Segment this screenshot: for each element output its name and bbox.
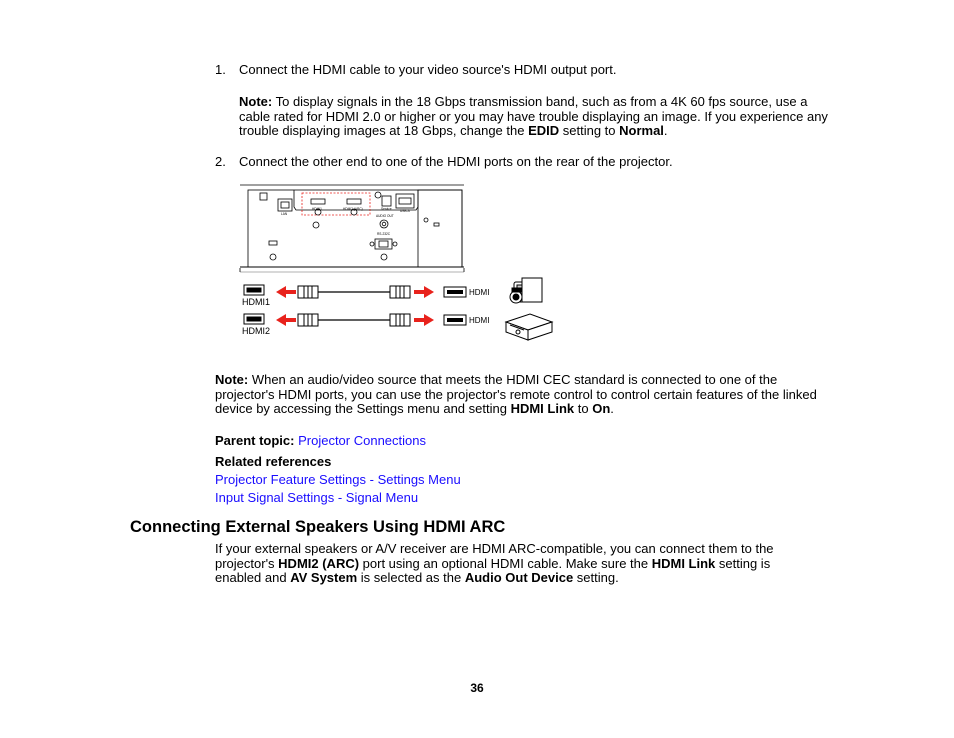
- hdmi-cable-2: [276, 314, 466, 326]
- hdmi-link-term: HDMI Link: [651, 555, 716, 571]
- section-text: port using an optional HDMI cable. Make sure the: [359, 555, 652, 571]
- section-text: setting.: [573, 570, 619, 585]
- note-label: Note:: [215, 372, 249, 387]
- hdmi2-label: HDMI2: [242, 326, 271, 336]
- note-text: setting to: [559, 123, 620, 138]
- note-text: When an audio/video source that meets the HDMI CEC standard is connected to one of the projector's HDMI ports, you can use the projector's remote control to control certain features of the linked device by accessing the Settings menu and setting: [215, 372, 817, 416]
- edid-term: EDID: [528, 123, 560, 138]
- section-text: If your external speakers or A/V receiver are HDMI ARC-compatible, you can connect them to the projector's: [215, 541, 774, 571]
- port-label: RS-232C: [377, 232, 391, 236]
- step-number: 2.: [215, 154, 226, 169]
- port-label: HDMI1: [312, 207, 322, 211]
- related-link-signal-menu[interactable]: Input Signal Settings - Signal Menu: [215, 490, 419, 505]
- parent-topic: [215, 433, 426, 448]
- audio-out-jack: [380, 220, 388, 228]
- port-label: HDMI2 (ARC): [343, 207, 363, 211]
- arrow-right-icon: [424, 314, 434, 326]
- source-hdmi-label: HDMI: [469, 288, 490, 297]
- step-1-text: Connect the HDMI cable to your video source's HDMI output port.: [239, 62, 617, 77]
- hdmi2-port: [347, 199, 361, 204]
- note-text: To display signals in the 18 Gbps transmission band, such as from a 4K 60 fps source, use a cable rated for HDMI 2.0 or higher or you may have trouble displaying an image. If you experience any trouble displaying images at 18 Gbps, change the: [239, 94, 828, 138]
- note-1: [239, 95, 829, 139]
- parent-topic-label: Parent topic:: [215, 433, 295, 448]
- audio-out-term: Audio Out Device: [464, 570, 574, 585]
- source-hdmi-label: HDMI: [469, 316, 490, 325]
- projector-rear-panel: [240, 185, 464, 272]
- related-link-2-wrap: [215, 490, 418, 505]
- parent-topic-link[interactable]: Projector Connections: [298, 433, 426, 448]
- hdmi-connection-figure: [236, 182, 566, 347]
- note-text: .: [610, 401, 614, 416]
- port-label: LAN: [281, 212, 288, 216]
- hdmi1-label: HDMI1: [242, 297, 271, 307]
- related-link-settings-menu[interactable]: Projector Feature Settings - Settings Menu: [215, 472, 461, 487]
- arrow-left-icon: [276, 314, 286, 326]
- arrow-left-icon: [276, 286, 286, 298]
- related-references-heading: [215, 454, 331, 469]
- note-label: Note:: [239, 94, 273, 109]
- section-text: setting is enabled and: [215, 555, 771, 585]
- hdmi-cable-1: [276, 286, 466, 298]
- related-link-1-wrap: [215, 472, 461, 487]
- port-label: Service: [381, 207, 392, 211]
- step-number: 1.: [215, 62, 226, 77]
- note-text: to: [574, 401, 593, 416]
- camcorder-icon: [510, 278, 542, 303]
- rs232c-port: [375, 239, 392, 249]
- port-label: AUDIO OUT: [376, 214, 394, 218]
- arrow-right-icon: [424, 286, 434, 298]
- hdmi1-port-icon: [244, 285, 264, 295]
- port-label: USB-A: [400, 209, 410, 213]
- hdmi2-arc-term: HDMI2 (ARC): [278, 555, 360, 571]
- section-paragraph: [215, 542, 805, 586]
- section-heading: Connecting External Speakers Using HDMI ARC: [130, 518, 506, 536]
- hdmi2-port-icon: [244, 314, 264, 324]
- av-player-icon: [506, 314, 552, 340]
- note-2: [215, 373, 835, 417]
- hdmi1-port: [311, 199, 325, 204]
- hdmi-link-term: HDMI Link: [510, 401, 575, 416]
- lan-port: [278, 199, 292, 211]
- related-heading-text: Related references: [215, 454, 332, 469]
- section-text: is selected as the: [357, 570, 465, 585]
- normal-term: Normal: [619, 123, 664, 138]
- on-term: On: [592, 401, 611, 416]
- step-2-text: Connect the other end to one of the HDMI ports on the rear of the projector.: [239, 154, 673, 169]
- av-system-term: AV System: [290, 570, 358, 585]
- page-number: 36: [470, 681, 484, 695]
- step-2: [215, 154, 226, 170]
- note-text: .: [663, 123, 668, 138]
- step-1: [215, 62, 226, 78]
